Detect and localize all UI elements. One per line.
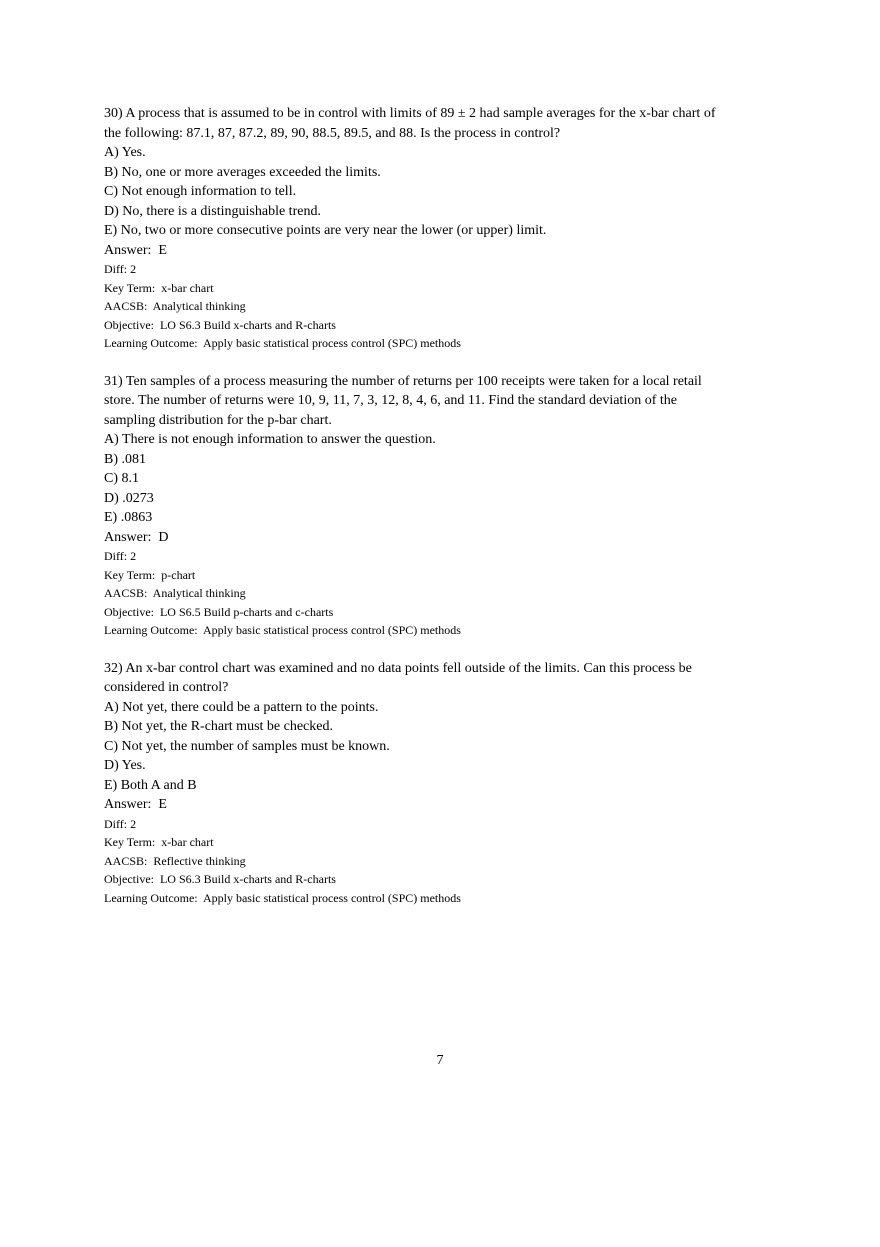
option-c: C) Not yet, the number of samples must be known. (104, 738, 390, 754)
option-c: C) Not enough information to tell. (104, 184, 297, 199)
option-d: D) No, there is a distinguishable trend. (104, 203, 321, 219)
aacsb: AACSB: Analytical thinking (104, 299, 246, 313)
option-c: C) 8.1 (104, 471, 139, 486)
questions-section (104, 104, 724, 907)
answer: Answer: E (104, 242, 167, 258)
question-stem: 32) An x-bar control chart was examined and no data points fell outside of the limits. Can this process be considered in control? (104, 660, 692, 695)
difficulty: Diff: 2 (104, 549, 137, 563)
option-b: B) .081 (104, 451, 146, 467)
key-term: Key Term: x-bar chart (104, 835, 214, 849)
question-32 (104, 659, 724, 908)
answer: Answer: D (104, 529, 169, 545)
option-a: A) Not yet, there could be a pattern to the points. (104, 699, 379, 715)
key-term: Key Term: p-chart (104, 567, 196, 582)
learning-outcome: Learning Outcome: Apply basic statistical process control (SPC) methods (104, 336, 461, 350)
objective: Objective: LO S6.3 Build x-charts and R-charts (104, 872, 336, 886)
learning-outcome: Learning Outcome: Apply basic statistical process control (SPC) methods (104, 890, 461, 905)
objective: Objective: LO S6.5 Build p-charts and c-charts (104, 604, 334, 619)
option-d: D) Yes. (104, 758, 146, 773)
aacsb: AACSB: Reflective thinking (104, 853, 246, 868)
option-a: A) There is not enough information to answer the question. (104, 432, 436, 447)
option-e: E) No, two or more consecutive points are very near the lower (or upper) limit. (104, 223, 547, 238)
question-spacer (104, 353, 724, 372)
learning-outcome: Learning Outcome: Apply basic statistical process control (SPC) methods (104, 623, 461, 637)
page-number: 7 (436, 1053, 444, 1068)
question-31 (104, 372, 724, 640)
objective: Objective: LO S6.3 Build x-charts and R-charts (104, 317, 336, 332)
answer: Answer: E (104, 797, 167, 812)
option-e: E) Both A and B (104, 777, 197, 793)
option-a: A) Yes. (104, 145, 146, 160)
aacsb: AACSB: Analytical thinking (104, 586, 246, 600)
question-stem: 30) A process that is assumed to be in control with limits of 89 ± 2 had sample averages for the x-bar chart of the following: 87.1, 87, 87.2, 89, 90, 88.5, 89.5, and 88. Is the process in control? (104, 106, 716, 141)
question-30 (104, 104, 724, 353)
question-stem: 31) Ten samples of a process measuring the number of returns per 100 receipts were taken for a local retail store. The number of returns were 10, 9, 11, 7, 3, 12, 8, 4, 6, and 11. Find the standard deviation of the sampling distribution for the p-bar chart. (104, 373, 702, 428)
option-d: D) .0273 (104, 490, 154, 506)
key-term: Key Term: x-bar chart (104, 280, 214, 295)
difficulty: Diff: 2 (104, 262, 137, 276)
option-e: E) .0863 (104, 510, 153, 525)
option-b: B) Not yet, the R-chart must be checked. (104, 719, 333, 734)
question-spacer (104, 640, 724, 659)
option-b: B) No, one or more averages exceeded the limits. (104, 164, 381, 180)
difficulty: Diff: 2 (104, 816, 137, 831)
